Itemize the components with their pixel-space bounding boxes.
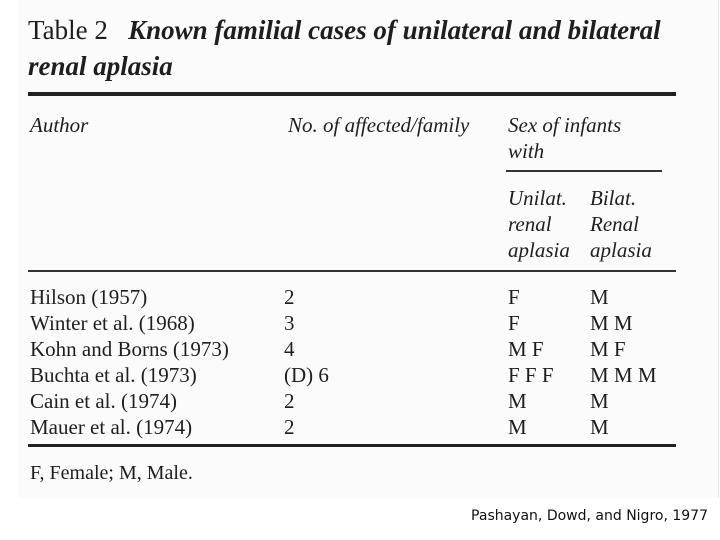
header-affected: No. of affected/family <box>288 113 470 137</box>
top-rule <box>28 92 676 96</box>
cell-affected: (D) 6 <box>284 363 329 387</box>
citation-caption: Pashayan, Dowd, and Nigro, 1977 <box>471 508 708 524</box>
header-unilat <box>508 185 570 263</box>
cell-affected: 3 <box>284 311 295 335</box>
header-unilat-line-3: aplasia <box>508 238 570 262</box>
cell-bilat: M M M <box>590 363 657 387</box>
cell-bilat: M F <box>590 337 626 361</box>
header-unilat-line-1: Unilat. <box>508 186 567 210</box>
cell-affected: 2 <box>284 389 295 413</box>
cell-author: Hilson (1957) <box>30 285 148 309</box>
table-title-line-1: Known familial cases of unilateral and bilateral <box>128 15 661 45</box>
table-footnote: F, Female; M, Male. <box>30 462 193 484</box>
cell-unilat: F <box>508 285 520 309</box>
cell-author: Winter et al. (1968) <box>30 311 195 335</box>
cell-bilat: M <box>590 285 609 309</box>
cell-unilat: M <box>508 415 527 439</box>
table-title-line-2: renal aplasia <box>28 51 173 81</box>
header-sex <box>508 112 621 164</box>
header-sex-line-1: Sex of infants <box>508 113 622 137</box>
cell-affected: 2 <box>284 415 295 439</box>
cell-author: Mauer et al. (1974) <box>30 415 193 439</box>
header-bottom-rule <box>28 270 676 272</box>
cell-bilat: M <box>590 389 609 413</box>
cell-bilat: M M <box>590 311 633 335</box>
header-sex-line-2: with <box>508 139 545 163</box>
cell-author: Kohn and Borns (1973) <box>30 337 229 361</box>
cell-unilat: M <box>508 389 527 413</box>
cell-affected: 4 <box>284 337 295 361</box>
cell-unilat: F <box>508 311 520 335</box>
cell-bilat: M <box>590 415 609 439</box>
header-author: Author <box>30 113 89 137</box>
subheader-rule <box>506 170 662 172</box>
table-number: Table 2 <box>28 15 108 45</box>
header-bilat-line-2: Renal <box>590 212 639 236</box>
header-bilat-line-3: aplasia <box>590 238 652 262</box>
header-bilat <box>590 185 652 263</box>
table-title <box>28 12 661 84</box>
cell-author: Buchta et al. (1973) <box>30 363 197 387</box>
cell-unilat: F F F <box>508 363 554 387</box>
bottom-rule <box>28 444 676 447</box>
cell-author: Cain et al. (1974) <box>30 389 177 413</box>
scanned-table-image <box>18 0 719 498</box>
header-bilat-line-1: Bilat. <box>590 186 637 210</box>
cell-affected: 2 <box>284 285 295 309</box>
header-unilat-line-2: renal <box>508 212 552 236</box>
cell-unilat: M F <box>508 337 544 361</box>
